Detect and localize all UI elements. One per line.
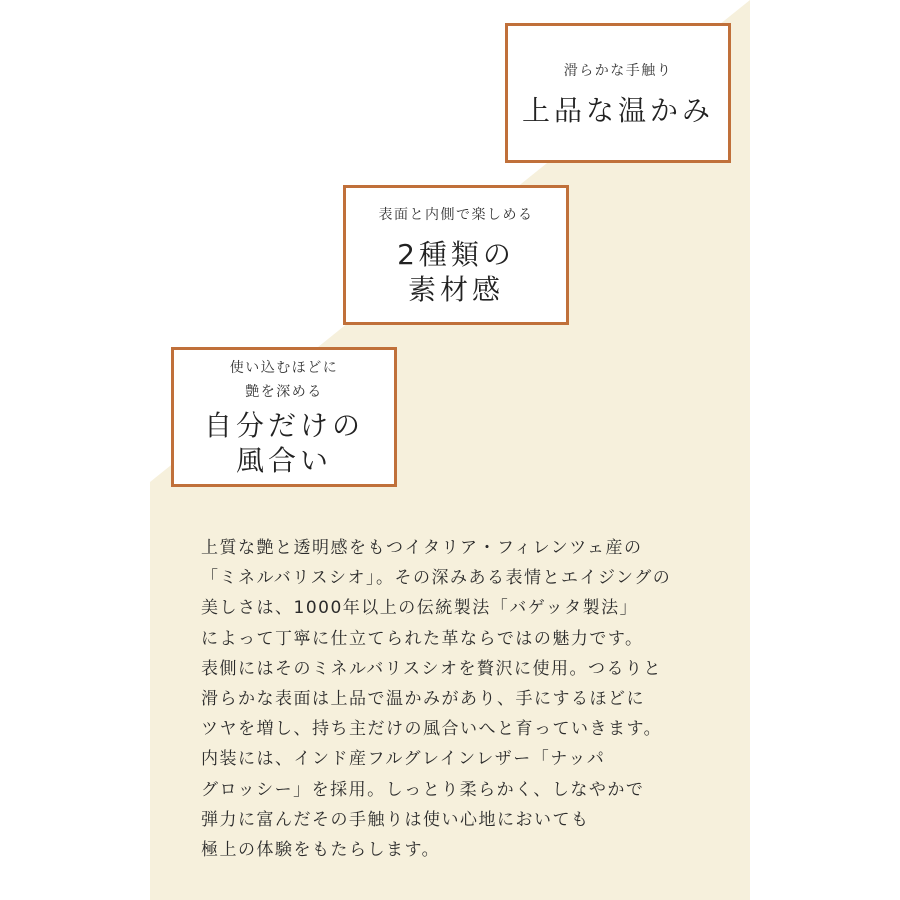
- feature-card-title: 上品な温かみ: [521, 93, 714, 127]
- feature-card-subtitle-line: 使い込むほどに: [229, 360, 339, 376]
- feature-card-title: [397, 237, 515, 307]
- description-line: グロッシー」を採用。しっとり柔らかく、しなやかで: [201, 779, 645, 800]
- feature-card-patina: [171, 347, 397, 487]
- feature-card-texture: [343, 185, 569, 325]
- description-line: 内装には、インド産フルグレインレザー「ナッパ: [201, 749, 606, 770]
- description-line: 滑らかな表面は上品で温かみがあり、手にするほどに: [201, 689, 645, 710]
- feature-card-title-line: 自分だけの: [203, 409, 364, 442]
- description-line: 弾力に富んだその手触りは使い心地においても: [201, 809, 590, 830]
- description-paragraph: [201, 533, 741, 865]
- feature-card-subtitle-line: 艶を深める: [245, 384, 323, 400]
- feature-card-warmth: [505, 23, 731, 163]
- description-line: 美しさは、1000年以上の伝統製法「バゲッタ製法」: [201, 598, 639, 619]
- description-line: 極上の体験をもたらします。: [201, 840, 441, 861]
- description-line: 「ミネルバリスシオ」。その深みある表情とエイジングの: [201, 568, 672, 589]
- description-line: 表側にはそのミネルバリスシオを贅沢に使用。つるりと: [201, 658, 662, 679]
- feature-card-title-line: 風合い: [235, 444, 332, 477]
- description-line: 上質な艶と透明感をもつイタリア・フィレンツェ産の: [201, 538, 643, 558]
- feature-card-title-line: 2種類の: [397, 238, 515, 271]
- feature-card-title: [204, 408, 364, 478]
- description-line: によって丁寧に仕立てられた革ならではの魅力です。: [201, 628, 644, 649]
- feature-card-subtitle: [230, 356, 339, 404]
- feature-card-subtitle: 滑らかな手触り: [563, 62, 673, 79]
- description-line: ツヤを増し、持ち主だけの風合いへと育っていきます。: [201, 719, 663, 740]
- feature-card-subtitle: 表面と内側で楽しめる: [378, 207, 534, 223]
- feature-card-title-line: 素材感: [407, 273, 504, 306]
